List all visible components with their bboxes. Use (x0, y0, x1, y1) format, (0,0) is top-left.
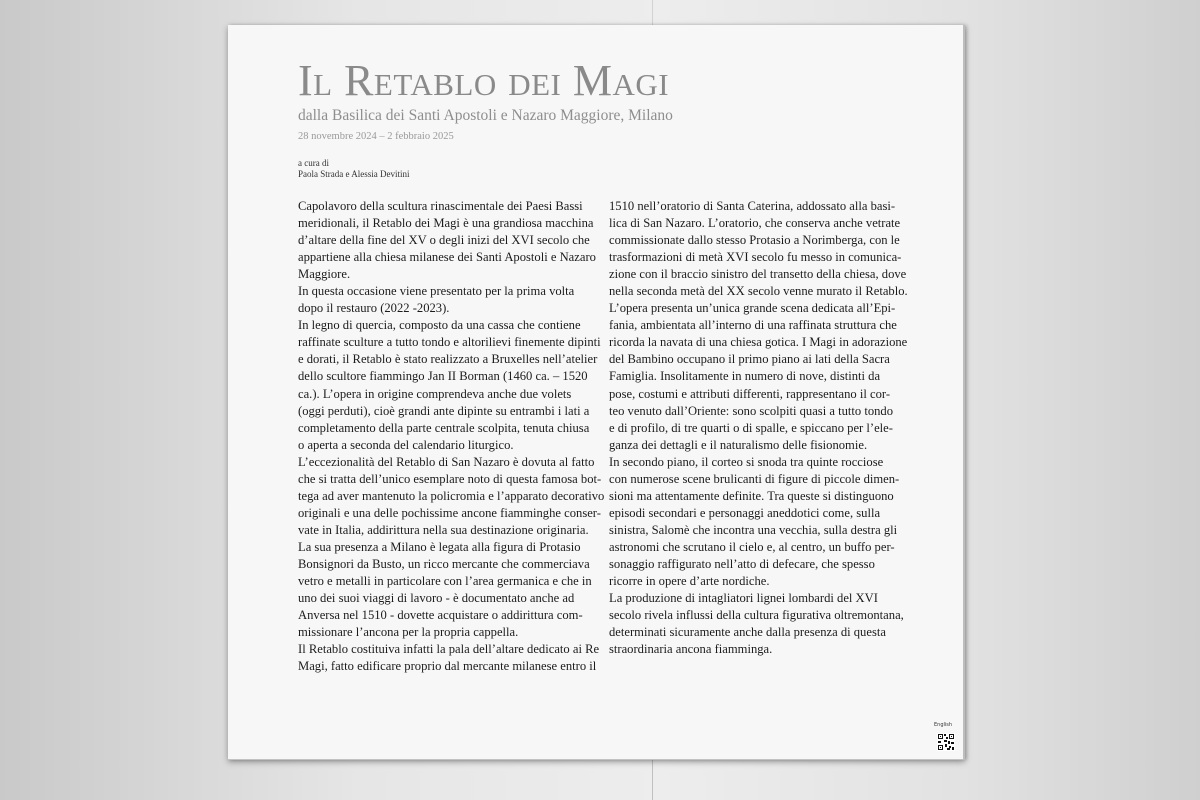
text-line: In secondo piano, il corteo si snoda tra quinte rocciose (609, 454, 884, 469)
exhibition-dates: 28 novembre 2024 – 2 febbraio 2025 (298, 131, 454, 142)
text-line: missionare l’ancona per la propria cappella. (298, 625, 519, 640)
curators-names: Paola Strada e Alessia Devitini (298, 169, 410, 179)
text-line: ca.). L’opera in origine comprendeva anche due volets (298, 386, 572, 401)
text-line: teo venuto dall’Oriente: sono scolpiti quasi a tutto tondo (609, 403, 894, 418)
text-line: del Bambino occupano il primo piano ai lati della Sacra (609, 352, 890, 367)
text-line: ganza dei dettagli e il naturalismo delle fisionomie. (609, 437, 868, 452)
wall-seam-bottom (652, 758, 653, 800)
text-line: Magi, fatto edificare proprio dal mercante milanese entro il (298, 659, 597, 674)
text-line: commissionate dallo stesso Protasio a Norimberga, con le (609, 233, 900, 248)
text-line: Bonsignori da Busto, un ricco mercante che commerciava (298, 556, 590, 571)
text-line: lica di San Nazaro. L’oratorio, che conserva anche vetrate (609, 216, 901, 231)
text-column-right (609, 198, 908, 658)
language-label: English (934, 722, 953, 728)
text-line: completamento della parte centrale scolpita, tenuta chiusa (298, 420, 590, 435)
text-line: L’eccezionalità del Retablo di San Nazaro è dovuta al fatto (298, 454, 595, 469)
text-line: episodi secondari e personaggi aneddotici come, sulla (609, 505, 881, 520)
text-line: e dorati, il Retablo è stato realizzato a Bruxelles nell’atelier (298, 352, 598, 367)
text-line: vetro e metalli in particolare con l’area germanica e che in (298, 574, 592, 589)
text-line: sonaggio raffigurato nell’atto di defecare, che spesso (609, 556, 875, 571)
text-line: La produzione di intagliatori lignei lombardi del XVI (609, 591, 878, 606)
text-line: con numerose scene brulicanti di figure di piccole dimen- (609, 471, 900, 486)
text-line: (oggi perduti), cioè grandi ante dipinte su entrambi i lati a (298, 403, 590, 418)
text-line: Maggiore. (298, 267, 351, 282)
text-line: tega ad aver mantenuto la policromia e l’apparato decorativo (298, 488, 605, 503)
text-line: originali e una delle pochissime ancone fiamminghe conser- (298, 505, 601, 520)
text-line: ricorda la navata di una chiesa gotica. I Magi in adorazione (609, 335, 908, 350)
text-line: Famiglia. Insolitamente in numero di nove, distinti da (609, 369, 881, 384)
text-line: L’opera presenta un’unica grande scena dedicata all’Epi- (609, 301, 896, 316)
curators-block (298, 158, 409, 180)
text-line: appartiene alla chiesa milanese dei Santi Apostoli e Nazaro (298, 250, 596, 265)
panel-subtitle: dalla Basilica dei Santi Apostoli e Nazaro Maggiore, Milano (298, 107, 673, 124)
text-line: e di profilo, di tre quarti o di spalle, e spiccano per l’ele- (609, 420, 893, 435)
text-line: uno dei suoi viaggi di lavoro - è documentato anche ad (298, 591, 575, 606)
text-line: dopo il restauro (2022 -2023). (298, 301, 450, 316)
text-line: ricorre in opere d’arte nordiche. (609, 574, 770, 589)
text-line: zione con il braccio sinistro del transetto della chiesa, dove (609, 267, 907, 282)
text-line: straordinaria ancona fiamminga. (609, 642, 773, 657)
text-line: o aperta a seconda del calendario liturgico. (298, 437, 514, 452)
text-line: 1510 nell’oratorio di Santa Caterina, addossato alla basi- (609, 199, 896, 213)
text-line: sioni ma attentamente definite. Tra queste si distinguono (609, 488, 894, 503)
text-line: Anversa nel 1510 - dovette acquistare o addirittura com- (298, 608, 583, 623)
text-line: In legno di quercia, composto da una cassa che contiene (298, 318, 581, 333)
text-line: La sua presenza a Milano è legata alla figura di Protasio (298, 539, 581, 554)
text-line: d’altare della fine del XV o degli inizi del XVI secolo che (298, 233, 590, 248)
text-line: pose, costumi e attributi differenti, rappresentano il cor- (609, 386, 891, 401)
curators-label: a cura di (298, 158, 329, 168)
panel-title: Il Retablo dei Magi (298, 56, 670, 105)
text-column-left (298, 198, 605, 675)
qr-code-icon[interactable] (937, 733, 955, 751)
text-line: secolo rivela influssi della cultura figurativa oltremontana, (609, 608, 904, 623)
text-line: dello scultore fiammingo Jan II Borman (1460 ca. – 1520 (298, 369, 588, 384)
text-line: che si tratta dell’unico esemplare noto di questa famosa bot- (298, 471, 602, 486)
text-line: trasformazioni di metà XVI secolo fu messo in comunica- (609, 250, 902, 265)
text-line: meridionali, il Retablo dei Magi è una grandiosa macchina (298, 216, 594, 231)
text-line: nella seconda metà del XX secolo venne murato il Retablo. (609, 284, 908, 299)
text-line: In questa occasione viene presentato per la prima volta (298, 284, 575, 299)
text-line: raffinate sculture a tutto tondo e altorilievi finemente dipinti (298, 335, 601, 350)
text-line: Il Retablo costituiva infatti la pala dell’altare dedicato ai Re (298, 642, 600, 657)
text-line: vate in Italia, addirittura nella sua destinazione originaria. (298, 522, 589, 537)
text-line: fania, ambientata all’interno di una raffinata struttura che (609, 318, 897, 333)
text-line: Capolavoro della scultura rinascimentale dei Paesi Bassi (298, 199, 583, 213)
text-line: determinati sicuramente anche dalla presenza di questa (609, 625, 886, 640)
text-line: astronomi che scrutano il cielo e, al centro, un buffo per- (609, 539, 895, 554)
exhibition-panel (228, 25, 965, 760)
text-line: sinistra, Salomè che incontra una vecchia, sulla destra gli (609, 522, 898, 537)
